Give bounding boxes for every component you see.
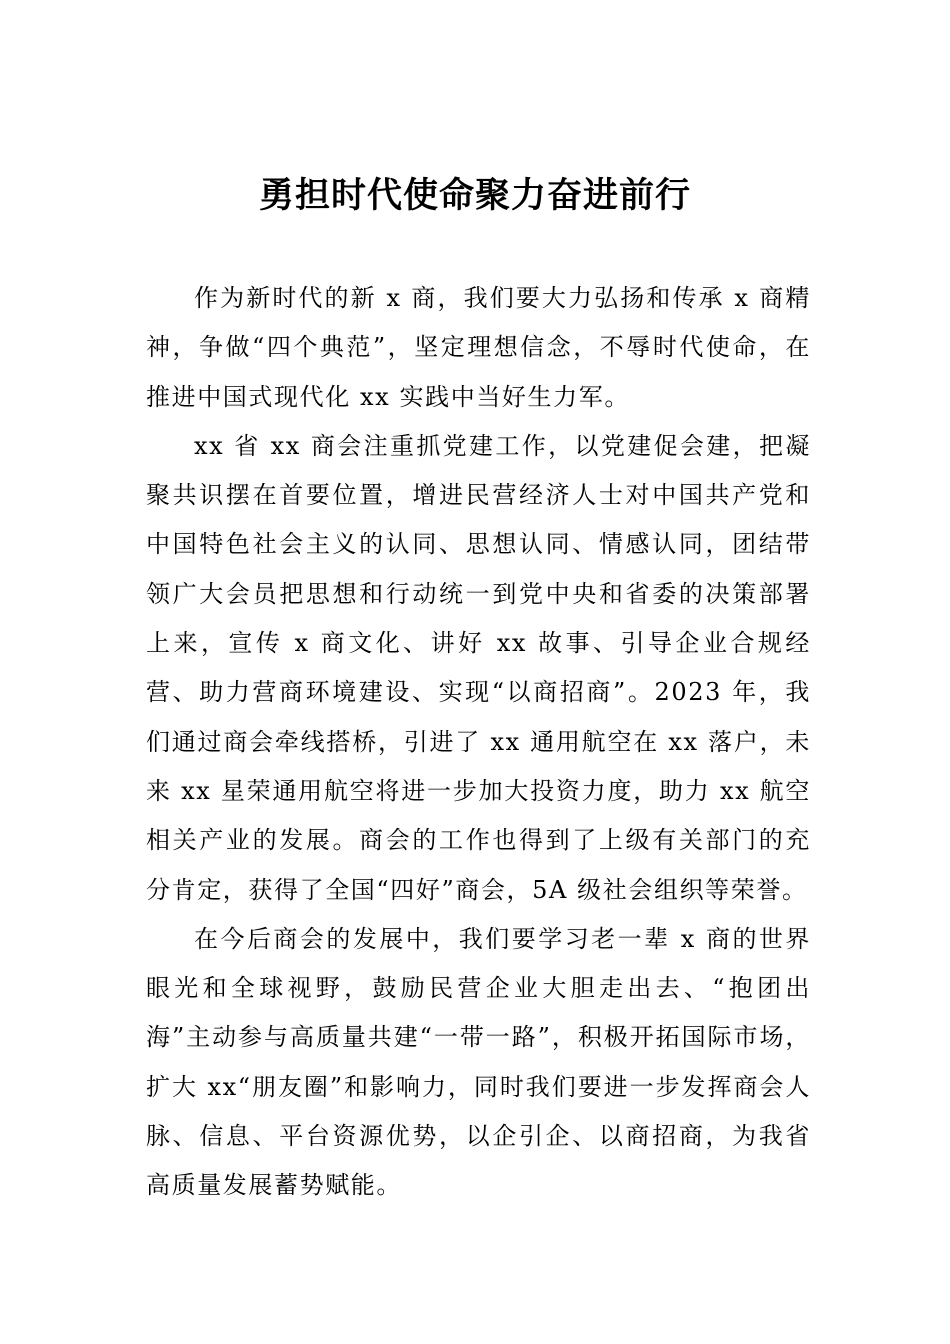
paragraph-3: 在今后商会的发展中，我们要学习老一辈 x 商的世界眼光和全球视野，鼓励民营企业大胆走出去、“抱团出海”主动参与高质量共建“一带一路”，积极开拓国际市场，扩大 xx“朋友圈”和影响力，同时我们要进一步发挥商会人脉、信息、平台资源优势，以企引企、以商招商，为我省高质量发展蓄势赋能。 (146, 924, 811, 1200)
document-body (146, 274, 811, 1211)
paragraph-1: 作为新时代的新 x 商，我们要大力弘扬和传承 x 商精神，争做“四个典范”，坚定理想信念，不辱时代使命，在推进中国式现代化 xx 实践中当好生力军。 (146, 284, 811, 411)
document-title: 勇担时代使命聚力奋进前行 (258, 175, 691, 216)
paragraph-2: xx 省 xx 商会注重抓党建工作，以党建促会建，把凝聚共识摆在首要位置，增进民营经济人士对中国共产党和中国特色社会主义的认同、思想认同、情感认同，团结带领广大会员把思想和行动统一到党中央和省委的决策部署上来，宣传 x 商文化、讲好 xx 故事、引导企业合规经营、助力营商环境建设、实现“以商招商”。2023 年，我们通过商会牵线搭桥，引进了 xx 通用航空在 xx 落户，未来 xx 星荣通用航空将进一步加大投资力度，助力 xx 航空相关产业的发展。商会的工作也得到了上级有关部门的充分肯定，获得了全国“四好”商会，5A 级社会组织等荣誉。 (146, 431, 811, 904)
